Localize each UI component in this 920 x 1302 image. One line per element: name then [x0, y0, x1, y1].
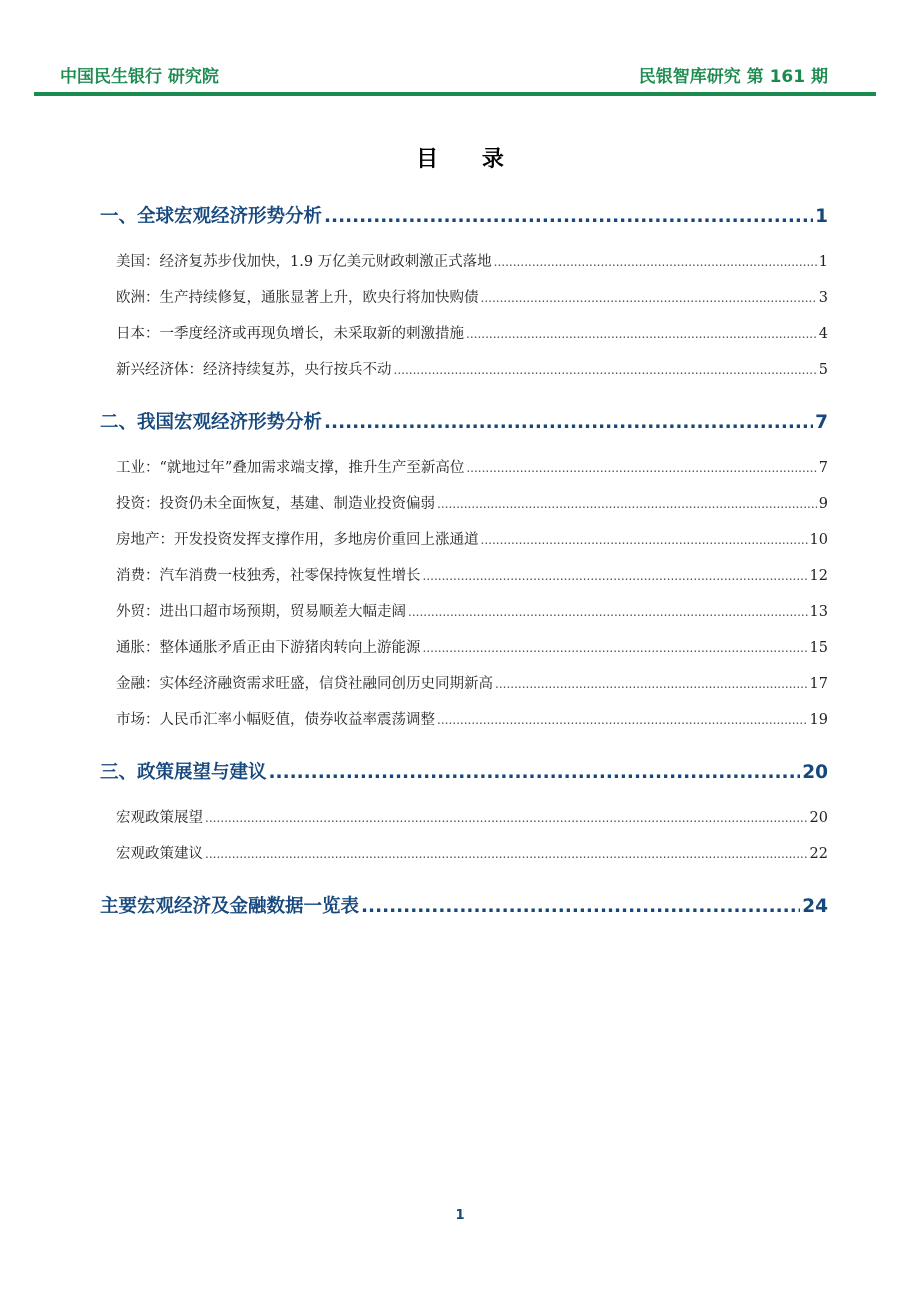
- dot-leader: [423, 558, 808, 594]
- header-left: 中国民生银行 研究院: [60, 67, 219, 87]
- dot-leader: [423, 630, 808, 666]
- toc-item[interactable]: [100, 666, 828, 702]
- toc-item-page: 5: [818, 362, 828, 378]
- dot-leader: [495, 666, 808, 702]
- toc-section[interactable]: [100, 890, 828, 924]
- toc-item-page: 1: [818, 254, 828, 270]
- toc-item-page: 13: [809, 604, 828, 620]
- dot-leader: [437, 702, 808, 738]
- toc-item[interactable]: [100, 486, 828, 522]
- toc-item-title: 市场：人民币汇率小幅贬值，债券收益率震荡调整: [116, 712, 435, 728]
- toc-item-title: 新兴经济体：经济持续复苏，央行按兵不动: [116, 362, 392, 378]
- toc-item-title: 日本：一季度经济或再现负增长，未采取新的刺激措施: [116, 326, 464, 342]
- toc-item-page: 9: [818, 496, 828, 512]
- toc-item-page: 3: [818, 290, 828, 306]
- dot-leader: [466, 450, 816, 486]
- toc-item-page: 20: [809, 810, 828, 826]
- toc-item[interactable]: [100, 352, 828, 388]
- toc-section[interactable]: [100, 406, 828, 440]
- page-number: 1: [455, 1208, 465, 1223]
- toc-item[interactable]: [100, 280, 828, 316]
- toc-item-title: 宏观政策建议: [116, 846, 203, 862]
- toc-item-page: 10: [809, 532, 828, 548]
- toc-item-page: 7: [818, 460, 828, 476]
- toc-item-page: 17: [809, 676, 828, 692]
- toc-item[interactable]: [100, 702, 828, 738]
- toc-section[interactable]: [100, 200, 828, 234]
- toc-item[interactable]: [100, 594, 828, 630]
- toc-item-title: 投资：投资仍未全面恢复，基建、制造业投资偏弱: [116, 496, 435, 512]
- toc-item-page: 12: [809, 568, 828, 584]
- header-rule: [34, 92, 876, 96]
- toc-item-title: 房地产：开发投资发挥支撑作用，多地房价重回上涨通道: [116, 532, 479, 548]
- dot-leader: [408, 594, 808, 630]
- toc-section-title: 主要宏观经济及金融数据一览表: [100, 896, 360, 917]
- toc-item-page: 22: [809, 846, 828, 862]
- dot-leader: [361, 890, 800, 924]
- toc-item[interactable]: [100, 800, 828, 836]
- toc-item-title: 欧洲：生产持续修复，通胀显著上升，欧央行将加快购债: [116, 290, 479, 306]
- toc-item-title: 消费：汽车消费一枝独秀，社零保持恢复性增长: [116, 568, 421, 584]
- dot-leader: [394, 352, 817, 388]
- toc-item-title: 金融：实体经济融资需求旺盛，信贷社融同创历史同期新高: [116, 676, 493, 692]
- dot-leader: [481, 280, 817, 316]
- toc-section-page: 1: [815, 206, 828, 227]
- toc-item-title: 工业：“就地过年”叠加需求端支撑，推升生产至新高位: [116, 460, 465, 476]
- toc-item-page: 19: [809, 712, 828, 728]
- toc-section-page: 7: [815, 412, 828, 433]
- toc-item[interactable]: [100, 836, 828, 872]
- toc-item[interactable]: [100, 244, 828, 280]
- toc-item-title: 通胀：整体通胀矛盾正由下游猪肉转向上游能源: [116, 640, 421, 656]
- toc-item[interactable]: [100, 450, 828, 486]
- toc-item-title: 宏观政策展望: [116, 810, 203, 826]
- dot-leader: [205, 800, 808, 836]
- toc-item[interactable]: [100, 522, 828, 558]
- toc-section-title: 三、政策展望与建议: [100, 762, 267, 783]
- toc-section-title: 二、我国宏观经济形势分析: [100, 412, 323, 433]
- toc-item-title: 外贸：进出口超市场预期，贸易顺差大幅走阔: [116, 604, 406, 620]
- dot-leader: [324, 200, 813, 234]
- toc-section[interactable]: [100, 756, 828, 790]
- dot-leader: [205, 836, 808, 872]
- dot-leader: [269, 756, 801, 790]
- table-of-contents: [100, 200, 828, 924]
- page-header: [60, 62, 828, 87]
- toc-section-title: 一、全球宏观经济形势分析: [100, 206, 323, 227]
- toc-item-page: 4: [818, 326, 828, 342]
- toc-section-page: 24: [802, 896, 828, 917]
- toc-item-title: 美国：经济复苏步伐加快，1.9 万亿美元财政刺激正式落地: [116, 254, 492, 270]
- dot-leader: [437, 486, 817, 522]
- toc-title: 目 录: [416, 147, 522, 172]
- toc-section-page: 20: [802, 762, 828, 783]
- dot-leader: [481, 522, 808, 558]
- toc-item-page: 15: [809, 640, 828, 656]
- dot-leader: [466, 316, 817, 352]
- dot-leader: [494, 244, 817, 280]
- toc-item[interactable]: [100, 630, 828, 666]
- toc-item[interactable]: [100, 558, 828, 594]
- toc-item[interactable]: [100, 316, 828, 352]
- header-right: 民银智库研究 第 161 期: [638, 67, 828, 87]
- dot-leader: [324, 406, 813, 440]
